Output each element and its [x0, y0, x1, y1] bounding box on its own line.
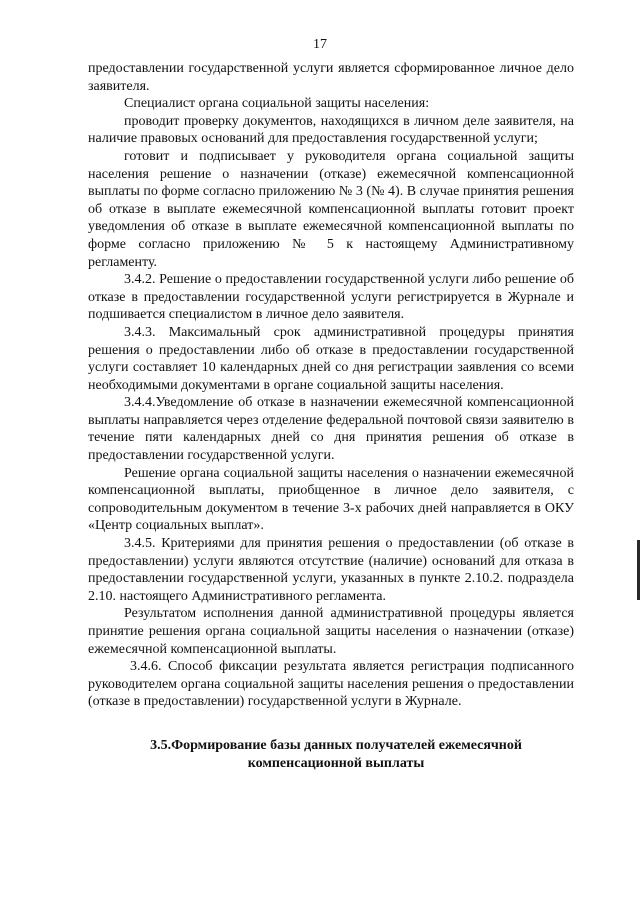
paragraph: предоставлении государственной услуги является сформированное личное дело заявителя.	[88, 61, 574, 94]
paragraph: Специалист органа социальной защиты населения:	[124, 96, 430, 112]
paragraph: 3.4.3. Максимальный срок административной процедуры принятия решения о предоставлении либо об отказе в предоставлении государственной услуги составляет 10 календарных дней со дня регистрации заявления со всеми необходимыми документами в органе социальной защиты населения.	[88, 324, 574, 393]
page-number: 17	[313, 37, 327, 52]
paragraph: 3.4.4.Уведомление об отказе в назначении ежемесячной компенсационной выплаты направляется через отделение федеральной почтовой связи заявителю в течение пяти календарных дней со дня принятия решения об отказе в предоставлении государственной услуги.	[88, 395, 574, 464]
paragraph: 3.4.6. Способ фиксации результата является регистрация подписанного руководителем органа социальной защиты населения решения о предоставлении (отказе в предоставлении) государственной услуги в Журнале.	[88, 659, 574, 710]
section-heading-line: 3.5.Формирование базы данных получателей ежемесячной	[150, 737, 522, 753]
paragraph: проводит проверку документов, находящихся в личном деле заявителя, на наличие правовых оснований для предоставления государственной услуги;	[88, 113, 574, 147]
paragraph: 3.4.2. Решение о предоставлении государственной услуги либо решение об отказе в предоставлении государственной услуги регистрируется в Журнале и подшивается специалистом в личное дело заявителя.	[88, 272, 574, 323]
document-body	[88, 60, 574, 772]
section-heading-line: компенсационной выплаты	[247, 755, 425, 771]
paragraph: Результатом исполнения данной административной процедуры является принятие решения органа социальной защиты населения о назначении (отказе) ежемесячной компенсационной выплаты.	[88, 606, 574, 657]
section-heading	[88, 737, 574, 772]
paragraph: 3.4.5. Критериями для принятия решения о предоставлении (об отказе в предоставлении) услуги являются отсутствие (наличие) оснований для отказа в предоставлении государственной услуги, указанных в пункте 2.10.2. подраздела 2.10. настоящего Административного регламента.	[88, 536, 574, 604]
paragraph: Решение органа социальной защиты населения о назначении ежемесячной компенсационной выплаты, приобщенное в личное дело заявителя, с сопроводительным документом в течение 3-х рабочих дней направляется в ОКУ «Центр социальных выплат».	[88, 465, 574, 534]
paragraph: готовит и подписывает у руководителя органа социальной защиты населения решение о назначении (отказе) ежемесячной компенсационной выплаты по форме согласно приложению № 3 (№ 4). В случае принятия решения об отказе в выплате ежемесячной компенсационной выплаты готовит проект уведомления об отказе в выплате ежемесячной компенсационной выплаты по форме согласно приложению № 5 к настоящему Административному регламенту.	[88, 148, 574, 270]
